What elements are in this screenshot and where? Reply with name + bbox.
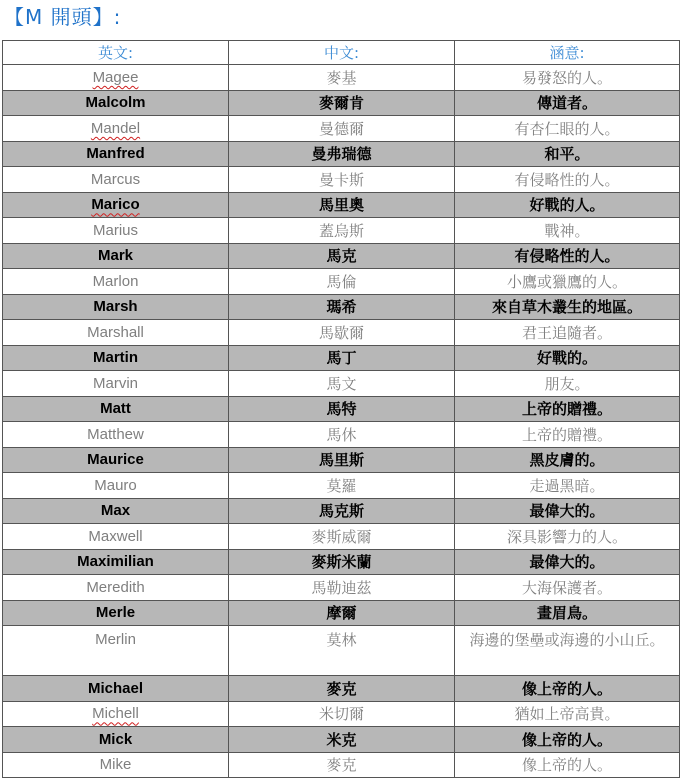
chinese-name: 馬文 xyxy=(229,371,455,397)
table-row xyxy=(3,473,680,499)
english-name: Meredith xyxy=(86,578,145,596)
english-name-cell xyxy=(3,294,229,320)
english-name: Manfred xyxy=(86,145,145,163)
english-name-cell xyxy=(3,473,229,499)
meaning: 有杏仁眼的人。 xyxy=(455,116,680,142)
english-name-cell xyxy=(3,320,229,346)
english-name: Mauro xyxy=(94,476,137,494)
english-name: Maurice xyxy=(87,451,144,469)
english-name: Merlin xyxy=(95,631,136,648)
meaning: 有侵略性的人。 xyxy=(455,167,680,193)
table-header-row xyxy=(3,41,680,65)
meaning: 傳道者。 xyxy=(455,90,680,116)
english-name: Mark xyxy=(97,247,134,265)
table-row xyxy=(3,243,680,269)
table-row xyxy=(3,269,680,295)
meaning: 好戰的。 xyxy=(455,345,680,371)
english-name-cell xyxy=(3,269,229,295)
table-row xyxy=(3,345,680,371)
table-row xyxy=(3,167,680,193)
chinese-name: 馬丁 xyxy=(229,345,455,371)
chinese-name: 莫林 xyxy=(229,626,455,676)
english-name: Matthew xyxy=(87,425,144,443)
english-name-cell xyxy=(3,116,229,142)
table-row xyxy=(3,727,680,753)
english-name-cell xyxy=(3,167,229,193)
table-row xyxy=(3,752,680,778)
english-name: Marico xyxy=(91,196,140,214)
chinese-name: 瑪希 xyxy=(229,294,455,320)
meaning: 最偉大的。 xyxy=(455,549,680,575)
meaning: 畫眉鳥。 xyxy=(455,600,680,626)
meaning: 來自草木叢生的地區。 xyxy=(455,294,680,320)
chinese-name: 麥克 xyxy=(229,676,455,702)
english-name-cell xyxy=(3,396,229,422)
chinese-name: 曼德爾 xyxy=(229,116,455,142)
chinese-name: 馬勒迪茲 xyxy=(229,575,455,601)
english-name: Mick xyxy=(98,730,133,748)
chinese-name: 曼弗瑞德 xyxy=(229,141,455,167)
english-name-cell xyxy=(3,727,229,753)
table-row xyxy=(3,90,680,116)
english-name: Max xyxy=(100,502,131,520)
english-name-cell xyxy=(3,243,229,269)
meaning: 海邊的堡壘或海邊的小山丘。 xyxy=(455,626,680,676)
table-row xyxy=(3,371,680,397)
table-row xyxy=(3,396,680,422)
english-name-cell xyxy=(3,345,229,371)
page-heading: 【M 開頭】: xyxy=(4,5,122,29)
english-name-cell xyxy=(3,626,229,676)
english-name-cell xyxy=(3,65,229,91)
chinese-name: 馬特 xyxy=(229,396,455,422)
english-name: Mike xyxy=(99,756,132,774)
table-row xyxy=(3,498,680,524)
meaning: 走過黑暗。 xyxy=(455,473,680,499)
meaning: 朋友。 xyxy=(455,371,680,397)
meaning: 易發怒的人。 xyxy=(455,65,680,91)
chinese-name: 麥爾肯 xyxy=(229,90,455,116)
english-name: Marius xyxy=(92,221,138,239)
english-name: Maximilian xyxy=(77,553,154,571)
english-name: Marlon xyxy=(92,272,139,290)
english-name: Marvin xyxy=(92,374,138,392)
english-name-cell xyxy=(3,701,229,727)
chinese-name: 馬里奧 xyxy=(229,192,455,218)
chinese-name: 麥基 xyxy=(229,65,455,91)
chinese-name: 麥克 xyxy=(229,752,455,778)
chinese-name: 麥斯威爾 xyxy=(229,524,455,550)
chinese-name: 馬倫 xyxy=(229,269,455,295)
chinese-name: 馬里斯 xyxy=(229,447,455,473)
table-row xyxy=(3,701,680,727)
meaning: 大海保護者。 xyxy=(455,575,680,601)
meaning: 猶如上帝高貴。 xyxy=(455,701,680,727)
english-name: Matt xyxy=(100,400,131,418)
english-name-cell xyxy=(3,549,229,575)
english-name-cell xyxy=(3,371,229,397)
meaning: 上帝的贈禮。 xyxy=(455,422,680,448)
chinese-name: 摩爾 xyxy=(229,600,455,626)
meaning: 像上帝的人。 xyxy=(455,676,680,702)
english-name: Merle xyxy=(95,604,136,622)
english-name-cell xyxy=(3,575,229,601)
meaning: 黑皮膚的。 xyxy=(455,447,680,473)
english-name-cell xyxy=(3,447,229,473)
english-name: Magee xyxy=(92,68,139,86)
english-name-cell xyxy=(3,498,229,524)
table-row xyxy=(3,524,680,550)
english-name-cell xyxy=(3,676,229,702)
table-row xyxy=(3,294,680,320)
meaning: 深具影響力的人。 xyxy=(455,524,680,550)
chinese-name: 馬克斯 xyxy=(229,498,455,524)
table-body xyxy=(3,65,680,778)
chinese-name: 馬克 xyxy=(229,243,455,269)
meaning: 像上帝的人。 xyxy=(455,727,680,753)
header-chinese: 中文: xyxy=(229,41,455,65)
table-row xyxy=(3,600,680,626)
table-row xyxy=(3,192,680,218)
meaning: 上帝的贈禮。 xyxy=(455,396,680,422)
english-name: Marsh xyxy=(93,298,138,316)
chinese-name: 麥斯米蘭 xyxy=(229,549,455,575)
chinese-name: 莫羅 xyxy=(229,473,455,499)
table-row xyxy=(3,447,680,473)
english-name: Michell xyxy=(92,705,139,723)
chinese-name: 馬歇爾 xyxy=(229,320,455,346)
meaning: 最偉大的。 xyxy=(455,498,680,524)
table-row xyxy=(3,575,680,601)
meaning: 像上帝的人。 xyxy=(455,752,680,778)
english-name: Maxwell xyxy=(88,527,143,545)
chinese-name: 曼卡斯 xyxy=(229,167,455,193)
meaning: 和平。 xyxy=(455,141,680,167)
table-row xyxy=(3,218,680,244)
english-name-cell xyxy=(3,600,229,626)
table-row xyxy=(3,116,680,142)
english-name-cell xyxy=(3,218,229,244)
table-row xyxy=(3,141,680,167)
header-english: 英文: xyxy=(3,41,229,65)
chinese-name: 蓋烏斯 xyxy=(229,218,455,244)
english-name: Malcolm xyxy=(85,94,146,112)
table-row xyxy=(3,320,680,346)
table-row xyxy=(3,549,680,575)
chinese-name: 米克 xyxy=(229,727,455,753)
english-name: Michael xyxy=(87,679,144,697)
english-name-cell xyxy=(3,141,229,167)
chinese-name: 馬休 xyxy=(229,422,455,448)
meaning: 戰神。 xyxy=(455,218,680,244)
meaning: 好戰的人。 xyxy=(455,192,680,218)
table-row xyxy=(3,422,680,448)
table-row xyxy=(3,626,680,676)
header-meaning: 涵意: xyxy=(455,41,680,65)
names-table xyxy=(2,40,680,778)
english-name: Mandel xyxy=(90,119,141,137)
meaning: 君王追隨者。 xyxy=(455,320,680,346)
table-row xyxy=(3,676,680,702)
english-name: Marcus xyxy=(90,170,141,188)
english-name-cell xyxy=(3,192,229,218)
meaning: 有侵略性的人。 xyxy=(455,243,680,269)
chinese-name: 米切爾 xyxy=(229,701,455,727)
english-name-cell xyxy=(3,90,229,116)
meaning: 小鷹或獵鷹的人。 xyxy=(455,269,680,295)
english-name: Martin xyxy=(93,349,138,367)
english-name: Marshall xyxy=(87,323,144,341)
english-name-cell xyxy=(3,422,229,448)
table-row xyxy=(3,65,680,91)
english-name-cell xyxy=(3,524,229,550)
english-name-cell xyxy=(3,752,229,778)
